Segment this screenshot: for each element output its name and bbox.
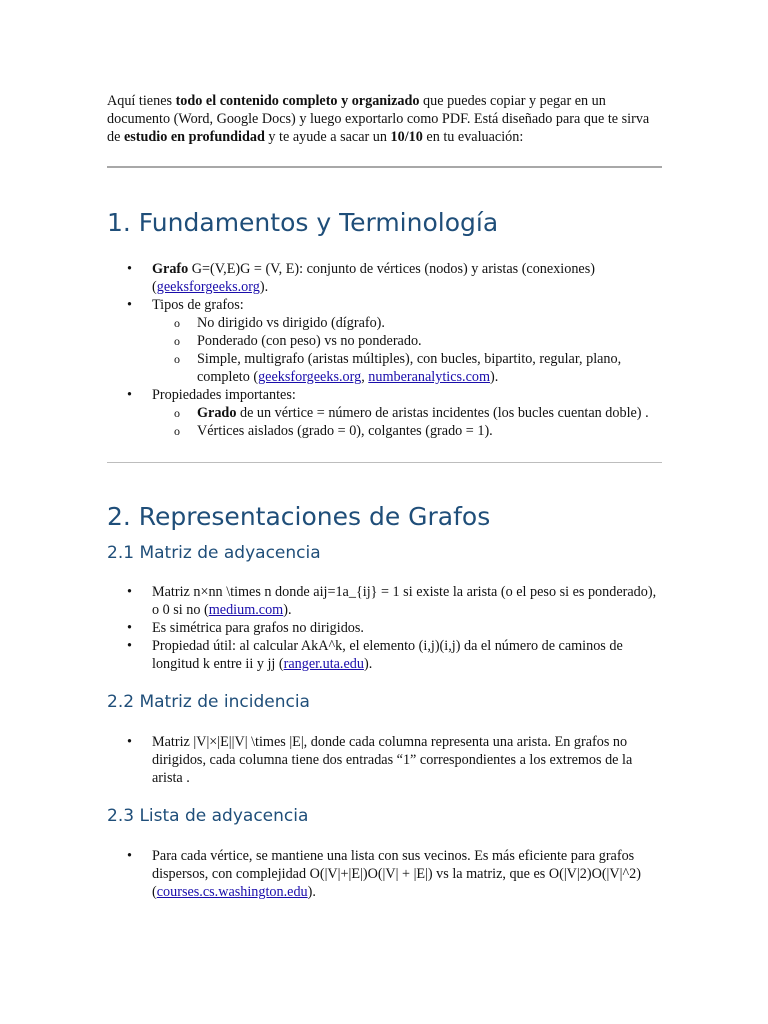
list-item: • Propiedad útil: al calcular AkA^k, el elemento (i,j)(i,j) da el número de caminos de longitud k entre ii y jj (ranger.uta.edu).: [107, 637, 662, 673]
list-item: • Grafo G=(V,E)G = (V, E): conjunto de vértices (nodos) y aristas (conexiones) (geeksforgeeks.org).: [107, 260, 662, 296]
sublist: [152, 404, 662, 440]
list-item: • Matriz n×nn \times n donde aij=1a_{ij} = 1 si existe la arista (o el peso si es ponderado), o 0 si no (medium.com).: [107, 583, 662, 619]
divider: [107, 166, 662, 168]
sublist: [152, 314, 662, 386]
intro-bold: 10/10: [390, 129, 423, 145]
intro-bold: estudio en profundidad: [123, 129, 265, 145]
sublist-item: o Grado de un vértice = número de aristas incidentes (los bucles cuentan doble) .: [152, 404, 662, 422]
list-item: • Tipos de grafos: o No dirigido vs dirigido (dígrafo). o Ponderado (con peso) vs no ponderado. o Simple, multigrafo (aristas múltiples), con bucles, bipartito, regular, plano, completo (geeksforgeeks.org, numberanalytics.com).: [107, 296, 662, 386]
subsection-2-2-list: [107, 733, 662, 787]
intro-text: y te ayude a sacar un: [264, 129, 391, 145]
link-numberanalytics[interactable]: numberanalytics.com: [368, 369, 491, 385]
list-item: • Propiedades importantes: o Grado de un vértice = número de aristas incidentes (los bucles cuentan doble) . o Vértices aislados (grado = 0), colgantes (grado = 1).: [107, 386, 662, 440]
list-item: • Es simétrica para grafos no dirigidos.: [107, 619, 662, 637]
subsection-2-2-title: 2.2 Matriz de incidencia: [107, 692, 310, 712]
sublist-item: o Ponderado (con peso) vs no ponderado.: [152, 332, 662, 350]
subsection-2-3-list: [107, 847, 662, 901]
list-item: • Matriz |V|×|E||V| \times |E|, donde cada columna representa una arista. En grafos no dirigidos, cada columna tiene dos entradas “1” correspondientes a los extremos de la arista .: [107, 733, 662, 787]
link-geeksforgeeks[interactable]: geeksforgeeks.org: [156, 279, 260, 295]
intro-text: que puedes copiar y pegar en un documento (Word, Google Docs) y luego exportarlo como PDF. Está diseñado para que te sirva de: [107, 93, 650, 145]
section-1-title: 1. Fundamentos y Terminología: [107, 208, 499, 237]
list-item: • Para cada vértice, se mantiene una lista con sus vecinos. Es más eficiente para grafos dispersos, con complejidad O(|V|+|E|)O(|V| + |E|) vs la matriz, que es O(|V|2)O(|V|^2) (courses.cs.washington.edu).: [107, 847, 662, 901]
intro-text: Aquí tienes: [107, 93, 176, 109]
document-page: [107, 92, 662, 901]
link-washington[interactable]: courses.cs.washington.edu: [156, 884, 308, 900]
intro-paragraph: [107, 92, 662, 146]
term-grafo: Grafo: [152, 261, 189, 277]
section-1-list: [107, 260, 662, 440]
sublist-item: o Simple, multigrafo (aristas múltiples), con bucles, bipartito, regular, plano, completo (geeksforgeeks.org, numberanalytics.com).: [152, 350, 662, 386]
section-2-title: 2. Representaciones de Grafos: [107, 502, 491, 531]
subsection-2-3-title: 2.3 Lista de adyacencia: [107, 806, 309, 826]
intro-text: en tu evaluación:: [422, 129, 524, 145]
subsection-2-1-list: [107, 583, 662, 673]
link-ranger-uta[interactable]: ranger.uta.edu: [283, 656, 364, 672]
divider: [107, 462, 662, 463]
intro-bold: todo el contenido completo y organizado: [175, 93, 420, 109]
sublist-item: o Vértices aislados (grado = 0), colgantes (grado = 1).: [152, 422, 662, 440]
subsection-2-1-title: 2.1 Matriz de adyacencia: [107, 543, 321, 563]
sublist-item: o No dirigido vs dirigido (dígrafo).: [152, 314, 662, 332]
link-medium[interactable]: medium.com: [208, 602, 284, 618]
link-geeksforgeeks[interactable]: geeksforgeeks.org: [258, 369, 362, 385]
